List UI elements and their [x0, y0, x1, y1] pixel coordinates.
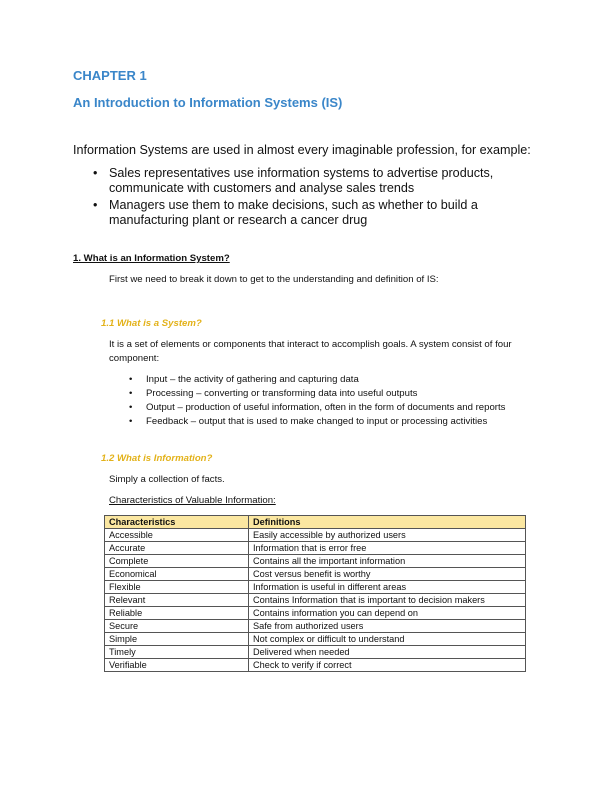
information-definition: Simply a collection of facts. [109, 474, 225, 485]
column-header: Characteristics [105, 516, 249, 529]
table-row [105, 633, 526, 646]
table-cell: Verifiable [105, 659, 249, 672]
table-cell: Accurate [105, 542, 249, 555]
intro-bullet-list [93, 166, 539, 230]
table-cell: Safe from authorized users [249, 620, 526, 633]
table-row [105, 555, 526, 568]
table-cell: Contains all the important information [249, 555, 526, 568]
table-header-row [105, 516, 526, 529]
list-item: • Managers use them to make decisions, such as whether to build a manufacturing plant or research a cancer drug [93, 198, 539, 228]
table-cell: Accessible [105, 529, 249, 542]
table-row [105, 594, 526, 607]
table-cell: Contains information you can depend on [249, 607, 526, 620]
chapter-label: CHAPTER 1 [73, 68, 147, 83]
table-cell: Contains Information that is important to decision makers [249, 594, 526, 607]
table-row [105, 659, 526, 672]
table-cell: Flexible [105, 581, 249, 594]
table-row [105, 529, 526, 542]
table-cell: Complete [105, 555, 249, 568]
list-item: • Feedback – output that is used to make changed to input or processing activities [129, 415, 526, 429]
table-cell: Timely [105, 646, 249, 659]
table-cell: Cost versus benefit is worthy [249, 568, 526, 581]
subsection-heading: 1.1 What is a System? [101, 318, 202, 329]
table-row [105, 607, 526, 620]
table-row [105, 581, 526, 594]
table-row [105, 646, 526, 659]
table-cell: Economical [105, 568, 249, 581]
list-item: • Sales representatives use information systems to advertise products, communicate with customers and analyse sales trends [93, 166, 539, 196]
section-text: First we need to break it down to get to the understanding and definition of IS: [109, 274, 439, 285]
table-cell: Not complex or difficult to understand [249, 633, 526, 646]
chapter-title: An Introduction to Information Systems (IS) [73, 95, 343, 110]
table-cell: Information that is error free [249, 542, 526, 555]
list-item: • Input – the activity of gathering and capturing data [129, 373, 526, 387]
table-cell: Easily accessible by authorized users [249, 529, 526, 542]
table-cell: Secure [105, 620, 249, 633]
table-title: Characteristics of Valuable Information: [109, 495, 276, 506]
table-row [105, 620, 526, 633]
system-components-list [129, 373, 526, 429]
table-cell: Information is useful in different areas [249, 581, 526, 594]
list-item: • Output – production of useful information, often in the form of documents and reports [129, 401, 526, 415]
section-heading: 1. What is an Information System? [73, 253, 230, 264]
characteristics-table [104, 515, 526, 672]
table-cell: Reliable [105, 607, 249, 620]
table-row [105, 542, 526, 555]
table-cell: Relevant [105, 594, 249, 607]
subsection-heading: 1.2 What is Information? [101, 453, 213, 464]
table-row [105, 568, 526, 581]
intro-paragraph: Information Systems are used in almost every imaginable profession, for example: [73, 143, 531, 157]
table-cell: Delivered when needed [249, 646, 526, 659]
system-definition: It is a set of elements or components that interact to accomplish goals. A system consist of four component: [109, 339, 512, 364]
list-item: • Processing – converting or transforming data into useful outputs [129, 387, 526, 401]
column-header: Definitions [249, 516, 526, 529]
table-cell: Simple [105, 633, 249, 646]
table-cell: Check to verify if correct [249, 659, 526, 672]
